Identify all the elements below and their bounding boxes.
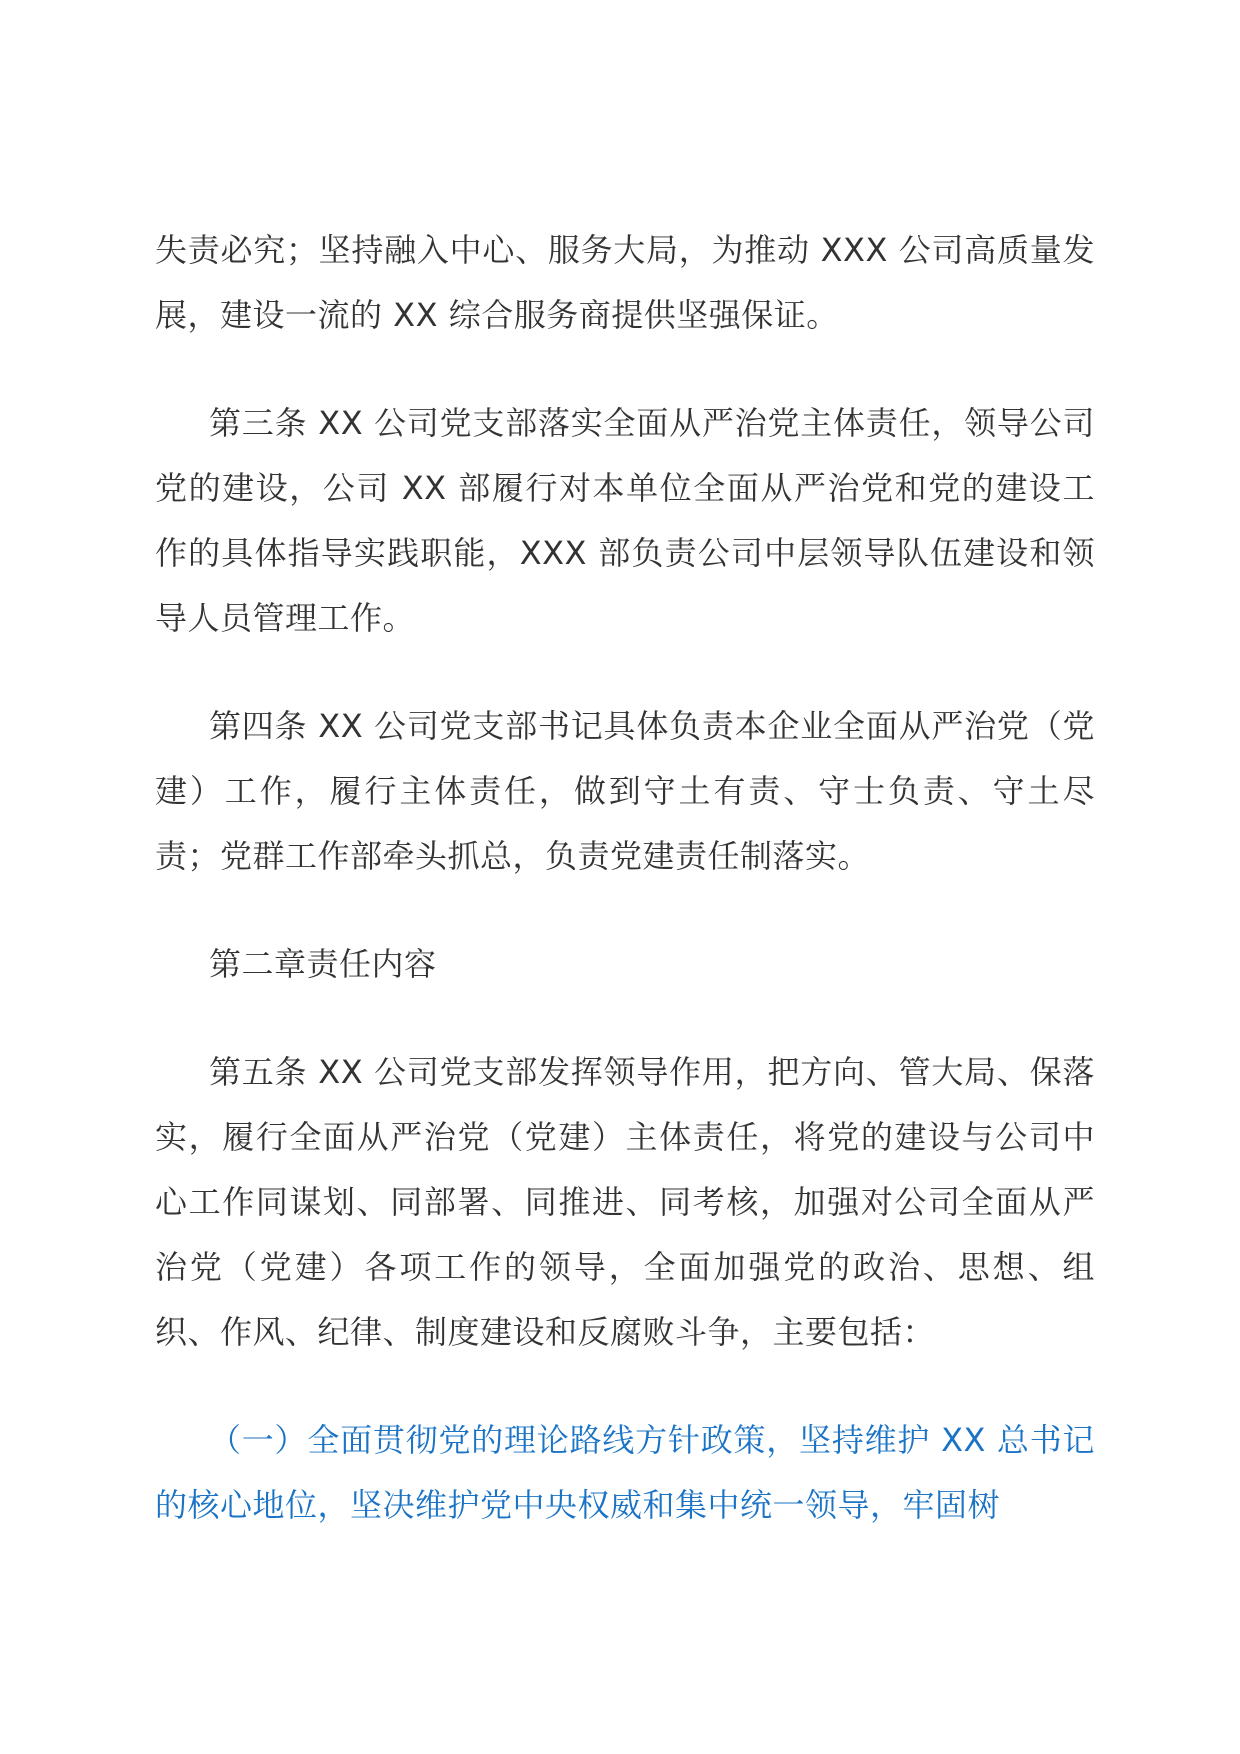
paragraph-item-1-highlighted: （一）全面贯彻党的理论路线方针政策，坚持维护 XX 总书记的核心地位，坚决维护党中央权威和集中统一领导，牢固树 [155, 1421, 1095, 1524]
paragraph-continuation: 失责必究；坚持融入中心、服务大局，为推动 XXX 公司高质量发展，建设一流的 XX 综合服务商提供坚强保证。 [155, 231, 1095, 334]
paragraph-gap [155, 889, 1095, 932]
paragraph-article-5: 第五条 XX 公司党支部发挥领导作用，把方向、管大局、保落实，履行全面从严治党（党建）主体责任，将党的建设与公司中心工作同谋划、同部署、同推进、同考核，加强对公司全面从严治党（党建）各项工作的领导，全面加强党的政治、思想、组织、作风、纪律、制度建设和反腐败斗争，主要包括： [155, 1053, 1095, 1351]
paragraph-gap [155, 651, 1095, 694]
paragraph-gap [155, 997, 1095, 1040]
paragraph-gap [155, 348, 1095, 391]
chapter-heading: 第二章责任内容 [209, 945, 437, 983]
paragraph-gap [155, 1365, 1095, 1408]
paragraph-article-4: 第四条 XX 公司党支部书记具体负责本企业全面从严治党（党建）工作，履行主体责任，做到守土有责、守士负责、守土尽责；党群工作部牵头抓总，负责党建责任制落实。 [155, 707, 1095, 875]
document-body [155, 218, 1095, 1538]
paragraph-article-3: 第三条 XX 公司党支部落实全面从严治党主体责任，领导公司党的建设，公司 XX 部履行对本单位全面从严治党和党的建设工作的具体指导实践职能，XXX 部负责公司中层领导队伍建设和领导人员管理工作。 [155, 404, 1095, 637]
